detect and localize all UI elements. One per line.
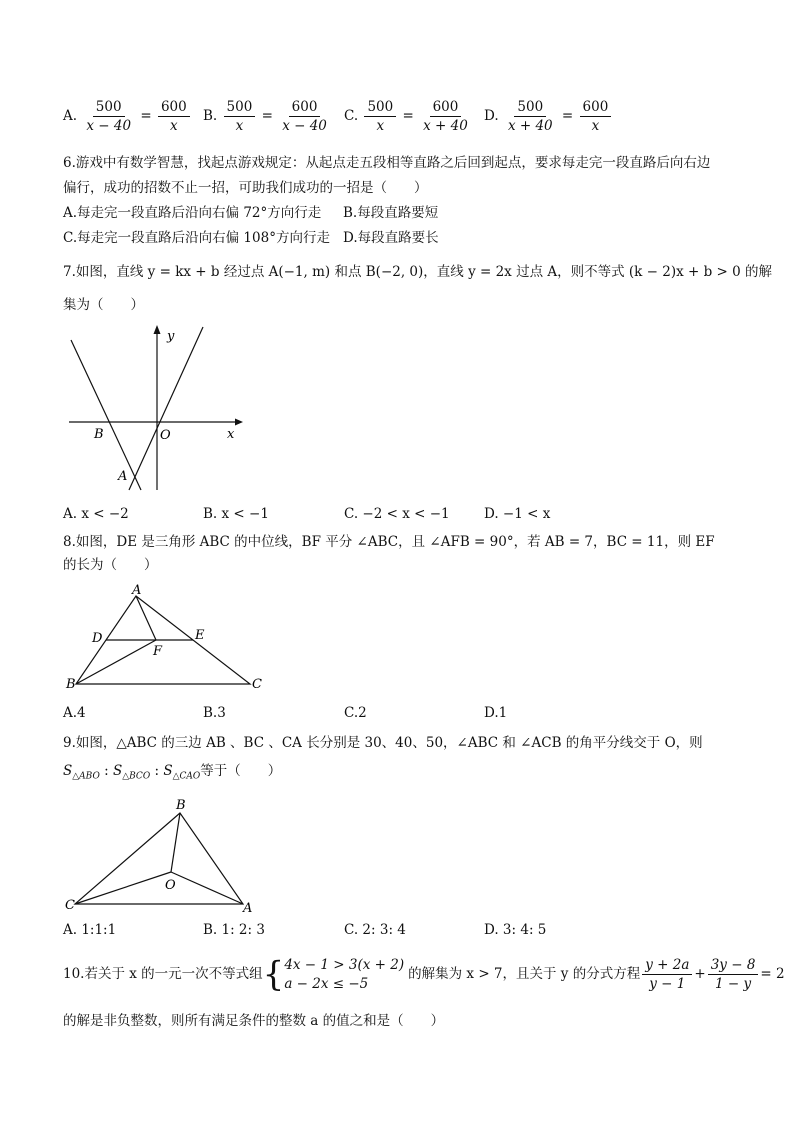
q7-label-b: B [94, 427, 104, 442]
q9-stem-line2: $S_{\triangle ABO}$ : $S_{\triangle BCO}$ : $S_{\triangle CAO}$等于（ ） [63, 763, 282, 782]
q6-option-d[interactable]: D.每段直路要长 [343, 230, 439, 246]
q6-option-b[interactable]: B.每段直路要短 [343, 205, 439, 221]
q9-label-c: C [65, 898, 75, 913]
q8-label-c: C [252, 677, 262, 692]
q7-x-arrow [235, 419, 243, 426]
q6-option-c[interactable]: C.每走完一段直路后沿向右偏 108°方向行走 [63, 230, 330, 246]
q5-option-a[interactable]: A. $\frac{500}{x - 40}$ = $\frac{600}{x}$ [63, 98, 192, 135]
q8-segment-bf [76, 640, 156, 684]
q7-label-x: x [227, 427, 235, 442]
q8-option-b[interactable]: B.3 [203, 705, 226, 721]
q7-option-a[interactable]: A. x < −2 [63, 506, 129, 522]
q8-stem-line1: 8.如图，DE 是三角形 ABC 的中位线，BF 平分 ∠ABC，且 ∠AFB = 90°，若 AB = 7，BC = 11，则 EF [63, 534, 715, 550]
q7-option-b[interactable]: B. x < −1 [203, 506, 269, 522]
q9-option-c[interactable]: C. 2: 3: 4 [344, 922, 406, 938]
q8-options [63, 705, 743, 725]
q9-figure [63, 796, 263, 916]
q6-stem-line2: 偏行，成功的招数不止一招，可助我们成功的一招是（ ） [63, 180, 428, 196]
q7-y-arrow [154, 325, 161, 334]
q10-inequality-system: 4x − 1 > 3(x + 2) a − 2x ≤ −5 [284, 956, 405, 992]
q8-option-a[interactable]: A.4 [63, 705, 86, 721]
q8-figure [63, 584, 268, 692]
q5-option-b[interactable]: B. $\frac{500}{x}$ = $\frac{600}{x - 40}$ [203, 99, 327, 134]
q9-option-b[interactable]: B. 1: 2: 3 [203, 922, 265, 938]
q10-brace: { [262, 954, 285, 995]
q9-segment-bo [171, 813, 180, 872]
q7-line-kx-b [71, 340, 141, 490]
q8-option-d[interactable]: D.1 [484, 705, 508, 721]
q10-stem-line2: 的解是非负整数，则所有满足条件的整数 a 的值之和是（ ） [63, 1013, 445, 1029]
q8-segment-af [136, 596, 156, 640]
q7-option-c[interactable]: C. −2 < x < −1 [344, 506, 450, 522]
q9-option-d[interactable]: D. 3: 4: 5 [484, 922, 547, 938]
q7-label-o: O [160, 428, 171, 443]
q9-triangle-abc [75, 813, 243, 904]
q8-label-e: E [195, 628, 205, 643]
q6-option-a[interactable]: A.每走完一段直路后沿向右偏 72°方向行走 [63, 205, 322, 221]
q9-label-a: A [243, 901, 253, 916]
q7-stem-line2: 集为（ ） [63, 297, 144, 313]
q10-stem-line1: 10.若关于 x 的一元一次不等式组{ 4x − 1 > 3(x + 2) a − 2x ≤ −5 的解集为 x > 7，且关于 y 的分式方程 $\frac{y + 2a}{y - 1}$ + $\frac{3y - 8}{1 - y}$ = 2 [63, 954, 785, 995]
q9-options [63, 922, 743, 942]
q8-label-b: B [66, 677, 76, 692]
q7-option-d[interactable]: D. −1 < x [484, 506, 551, 522]
q8-stem-line2: 的长为（ ） [63, 557, 158, 573]
q7-label-a: A [118, 469, 128, 484]
q5-option-c[interactable]: C. $\frac{500}{x}$ = $\frac{600}{x + 40}$ [344, 99, 468, 134]
q6-stem-line1: 6.游戏中有数学智慧，找起点游戏规定：从起点走五段相等直路之后回到起点，要求每走完一段直路后向右边 [63, 155, 711, 171]
q9-label-o: O [165, 878, 176, 893]
q9-option-a[interactable]: A. 1:1:1 [63, 922, 117, 938]
q9-label-b: B [176, 798, 186, 813]
q8-label-f: F [153, 644, 163, 659]
q5-option-d[interactable]: D. $\frac{500}{x + 40}$ = $\frac{600}{x}$ [484, 98, 613, 135]
q7-stem-line1: 7.如图，直线 y = kx + b 经过点 A(−1, m) 和点 B(−2, 0)，直线 y = 2x 过点 A，则不等式 (k − 2)x + b > 0 的解 [63, 264, 773, 280]
q8-label-d: D [92, 631, 103, 646]
q7-options [63, 506, 743, 526]
q7-figure [63, 322, 248, 494]
q9-segment-co [75, 872, 171, 904]
q9-stem-line1: 9.如图，△ABC 的三边 AB 、BC 、CA 长分别是 30、40、50，∠ABC 和 ∠ACB 的角平分线交于 O，则 [63, 735, 703, 751]
q5-options [63, 98, 743, 138]
q7-label-y: y [167, 329, 175, 344]
q8-label-a: A [132, 584, 142, 598]
q8-option-c[interactable]: C.2 [344, 705, 367, 721]
q7-line-2x [129, 327, 203, 490]
